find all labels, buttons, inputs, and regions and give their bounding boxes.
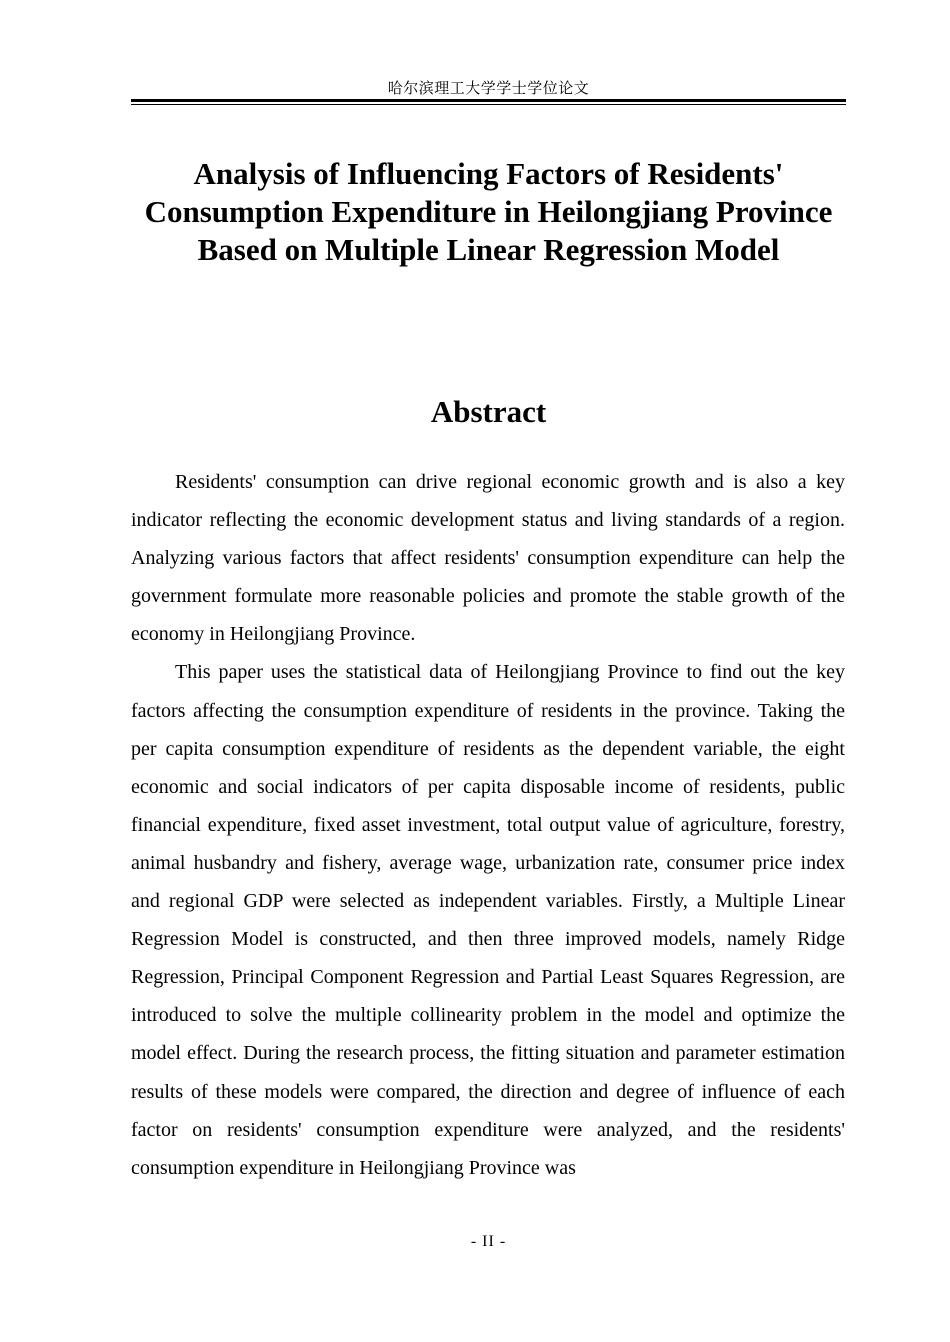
paper-title: Analysis of Influencing Factors of Residents' Consumption Expenditure in Heilongjiang Province Based on Multiple Linear Regression Model (144, 156, 833, 267)
page-number: - II - (470, 1233, 507, 1250)
abstract-body (131, 463, 845, 1229)
abstract-paragraph: Residents' consumption can drive regional economic growth and is also a key indicator reflecting the economic development status and living standards of a region. Analyzing various factors that affect residents' consumption expenditure can help the government formulate more reasonable policies and promote the stable growth of the economy in Heilongjiang Province. (131, 471, 845, 646)
abstract-paragraph: This paper uses the statistical data of Heilongjiang Province to find out the key factors affecting the consumption expenditure of residents in the province. Taking the per capita consumption expenditure of residents as the dependent variable, the eight economic and social indicators of per capita disposable income of residents, public financial expenditure, fixed asset investment, total output value of agriculture, forestry, animal husbandry and fishery, average wage, urbanization rate, consumer price index and regional GDP were selected as independent variables. Firstly, a Multiple Linear Regression Model is constructed, and then three improved models, namely Ridge Regression, Principal Component Regression and Partial Least Squares Regression, are introduced to solve the multiple collinearity problem in the model and optimize the model effect. During the research process, the fitting situation and parameter estimation results of these models were compared, the direction and degree of influence of each factor on residents' consumption expenditure were analyzed, and the residents' consumption expenditure in Heilongjiang Province was (131, 661, 845, 1179)
abstract-heading: Abstract (430, 394, 547, 429)
running-header: 哈尔滨理工大学学士学位论文 (387, 79, 590, 97)
header-rule (131, 99, 846, 105)
